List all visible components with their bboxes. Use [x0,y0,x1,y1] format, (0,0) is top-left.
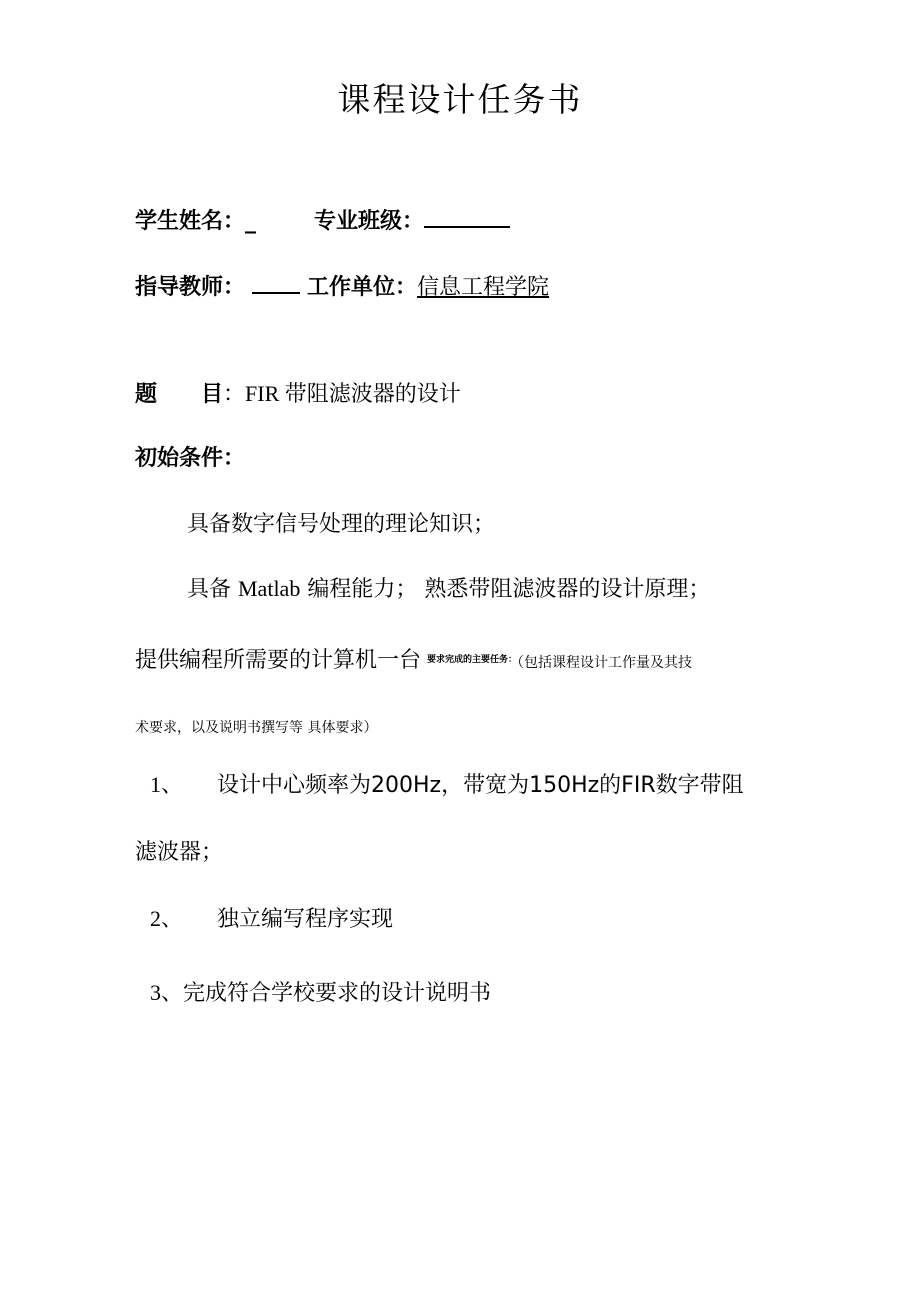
task-1-number: 1、 [150,772,184,797]
topic-label-2: 目 [201,382,224,407]
advisor-blank [252,272,300,294]
task-3-text: 完成符合学校要求的设计说明书 [183,981,492,1006]
student-name-label: 学生姓名： [135,209,246,234]
condition-line-2-matlab: Matlab [238,576,301,601]
topic-row [135,381,461,408]
task-3 [150,980,491,1007]
task-3-number: 3、 [150,980,184,1005]
topic-value: FIR 带阻滤波器的设计 [245,381,461,406]
requirements-label: 要求完成的主要任务： [427,655,518,665]
advisor-label: 指导教师： [135,275,246,300]
task-1-text: 设计中心频率为200Hz，带宽为150Hz的FIR数字带阻 [217,773,744,798]
work-unit-value: 信息工程学院 [417,274,550,299]
task-2-text: 独立编写程序实现 [217,907,394,932]
task-1 [150,772,744,799]
task-2 [150,906,393,933]
topic-colon: ： [223,382,246,407]
condition-line-3 [135,648,692,674]
condition-line-2 [187,576,710,603]
student-name-blank: _ [245,209,257,234]
requirements-note-1: （包括课程设计工作量及其技 [517,655,693,671]
condition-line-2-pre: 具备 [187,577,238,602]
topic-label-1: 题 [135,382,158,407]
task-1-continuation: 滤波器； [135,840,224,865]
condition-line-2-post: 编程能力； 熟悉带阻滤波器的设计原理； [300,577,711,602]
page-title: 课程设计任务书 [337,80,583,119]
condition-line-3-text: 提供编程所需要的计算机一台 [135,648,422,673]
major-class-label: 专业班级： [314,209,425,234]
conditions-heading: 初始条件： [135,446,246,471]
requirements-note-2: 术要求，以及说明书撰写等 具体要求） [135,720,378,736]
major-class-blank [424,206,510,228]
student-info-row [135,206,510,235]
advisor-info-row [135,272,549,301]
work-unit-label: 工作单位： [307,275,418,300]
condition-line-1: 具备数字信号处理的理论知识； [187,512,496,537]
task-2-number: 2、 [150,906,184,931]
